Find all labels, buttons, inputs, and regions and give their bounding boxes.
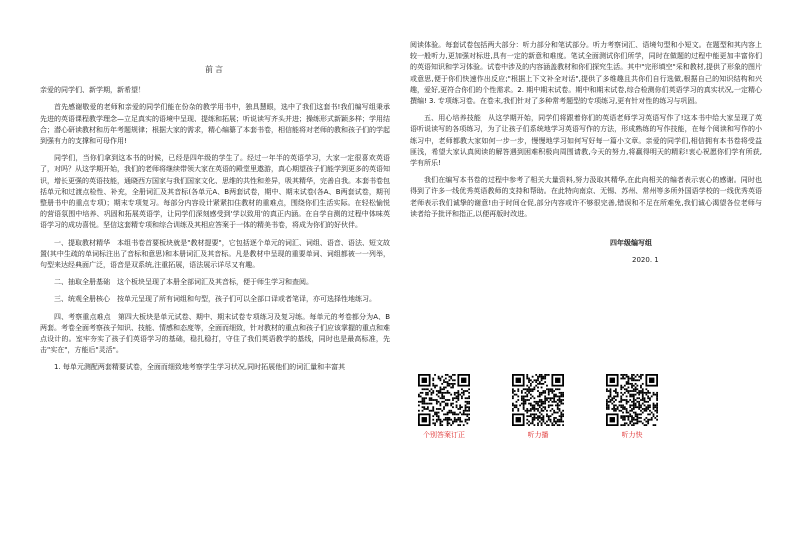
paragraph: 五、用心培养技能 从这学期开始，同学们将跟着你们的英语老师学习英语写作了!这本书中给大家呈现了英语听说读写的各项练习，为了让孩子们系统地学习英语写作的方法，形成熟练的写作技能，在每个阅读和写作的小练习中，老师都教大家如何一步一步，慢慢地学习如何写好每一篇小文章。亲爱的同学们,相信拥有本书卷将受益匪浅，希望大家认真阅读的解答遇到困难积极向周围请教,今天的努力,将赢得明天的精彩!衷心祝愿你们学有所获,学有所乐! bbox=[410, 114, 762, 168]
paragraph: 一、提取教材精华 本组书卷首要板块就是"教材提要"，它包括逐个单元的词汇、词组、语音、语法、短文故置(其中生疏的单词标注出了音标和意思)和本册词汇及其音标。凡是教材中呈现的重要单词、词组都被一一列举，句型来达经典面广泛，语音是双系统,注重拓展，语法展示详尽又有趣。 bbox=[40, 238, 390, 270]
paragraph: 我们在编写本书卷的过程中参考了相关大量资料,努力汲取其精华,在此向相关的编者表示衷心的感谢。同时也得到了许多一线优秀英语教师的支持和帮助。在此特向南京、无锡、苏州、常州等多所外国语学校的一线优秀英语老师表示我们诚挚的谢意!由于时间仓促,部分内容或许不够很完善,错误和不足在所难免,我们诚心渴望各位老师与读者给予批评和指正,以便再版时改进。 bbox=[410, 176, 762, 218]
paragraph: 同学们，当你们拿到这本书的时候，已经是四年级的学生了。经过一年半的英语学习，大家一定很喜欢英语了，对吗？从这学期开始，我们的老师将继续带领大家在英语的殿堂里遨游，真心期望孩子们能学到更多的英语知识，增长更强的英语技能，通晓西方国家与我们国家文化、思维的共性和差异，吸其精华，完善自我。本套书卷包括单元和过渡点检性、补充，全册词汇及其音标(各单元A、B两套试卷，期中、期末试卷(各A、B两套试卷，期刊整册书中的重点专项)；期末专项复习。每部分内容设计紧紧扣住教材的重难点，围绕你们生活实际。在轻松愉悦的营语氛围中培养、巩固和拓展英语学，让同学们深刻感受到'学以致用'的真正内涵。在自学自测的过程中体味英语学习的成功喜悦。坚信这套精专项和综合训练及其相应答案于一体的精美书卷，将成为你们的好伙伴。 bbox=[40, 154, 390, 230]
date: 2020. 1 bbox=[632, 256, 659, 265]
paragraph: 阅读体验。每套试卷包括两大部分：听力部分和笔试部分。听力考察词汇、语境句型和小短文。在题型和其内容上较一般听力,更加强对标进,具有一定的新意和难度。笔试全面测试你们所学，同时在做题的过程中能更加丰富你们的英语知识和学习体验。试卷中涉及的内容涵盖教材和你们探究生活。其中"完形填空"采和教材,提供了形象的图片或意思,便于你们快速作出反应;"根据上下文补全对话",提供了多维趣且共你们自行选做,根据自己的知识结构和兴趣，爱好,更符合你们的个性需求。2. 期中期末试卷。期中和期末试卷,综合检测你们英语学习的真实状况,一定精心撰编! 3. 专项练习卷。在卷末,我们针对了多种常考题型的专项练习,更有针对性的练习与巩固。 bbox=[410, 41, 762, 106]
qr-code-item[interactable] bbox=[606, 374, 658, 440]
page-title: 前言 bbox=[205, 65, 225, 74]
paragraph: 首先感谢敬爱的老师和亲爱的同学们能在份杂的教学用书中，独具慧眼，选中了我们这套书!我们编写组秉承先进的英语课程教学理念—立足真实的语境中呈现、提练和拓展；听说读写齐头并进；操练形式新颖多样；学用结合；潜心研读教材和历年考题规律；根据大家的需求，精心编纂了本套书卷，相信能将对老师的教和孩子们的学起到强有力的支撑和可母作用! bbox=[40, 103, 390, 146]
paragraph: 二、抽取全册基础 这个板块呈现了本册全部词汇及其音标，便于师生学习和查阅。 bbox=[54, 278, 313, 287]
qr-code-icon[interactable] bbox=[512, 374, 564, 426]
paragraph: 1. 每单元测配两套精要试卷，全面而细致地考察学生学习状况,同时拓展他们的词汇量和丰富其 bbox=[54, 363, 346, 372]
paragraph: 四、考察重点难点 第四大板块是单元试卷、期中、期末试卷专项练习及复习练。每单元的考卷都分为A、B两套。考卷全面考察孩子知识、技能、情感和态度等，全面而细致，针对教材的重点和孩子们应该掌握的重点和难点设计的。室牢夯实了孩子们英语学习的基础，稳扎稳打，守住了我们英语教学的基线，同时也是最高标准，先击"实在"，方能后"灵活"。 bbox=[40, 312, 390, 355]
right-column bbox=[410, 40, 762, 266]
qr-code-icon[interactable] bbox=[606, 374, 658, 426]
left-column bbox=[40, 40, 390, 380]
qr-code-row bbox=[418, 374, 658, 440]
qr-code-item[interactable] bbox=[418, 374, 470, 440]
qr-code-item[interactable] bbox=[512, 374, 564, 440]
qr-code-icon[interactable] bbox=[418, 374, 470, 426]
paragraph: 三、统观全册核心 按单元呈现了所有词组和句型，孩子们可以全部口译或者笔译，亦可选择性地练习。 bbox=[54, 295, 376, 304]
qr-caption: 听力播 bbox=[527, 431, 549, 439]
qr-caption: 个别答案订正 bbox=[423, 431, 465, 439]
qr-caption: 听力快 bbox=[621, 431, 643, 439]
greeting: 亲爱的同学们、新学期，新希望！ bbox=[40, 86, 145, 95]
signature: 四年级编写组 bbox=[610, 239, 652, 248]
